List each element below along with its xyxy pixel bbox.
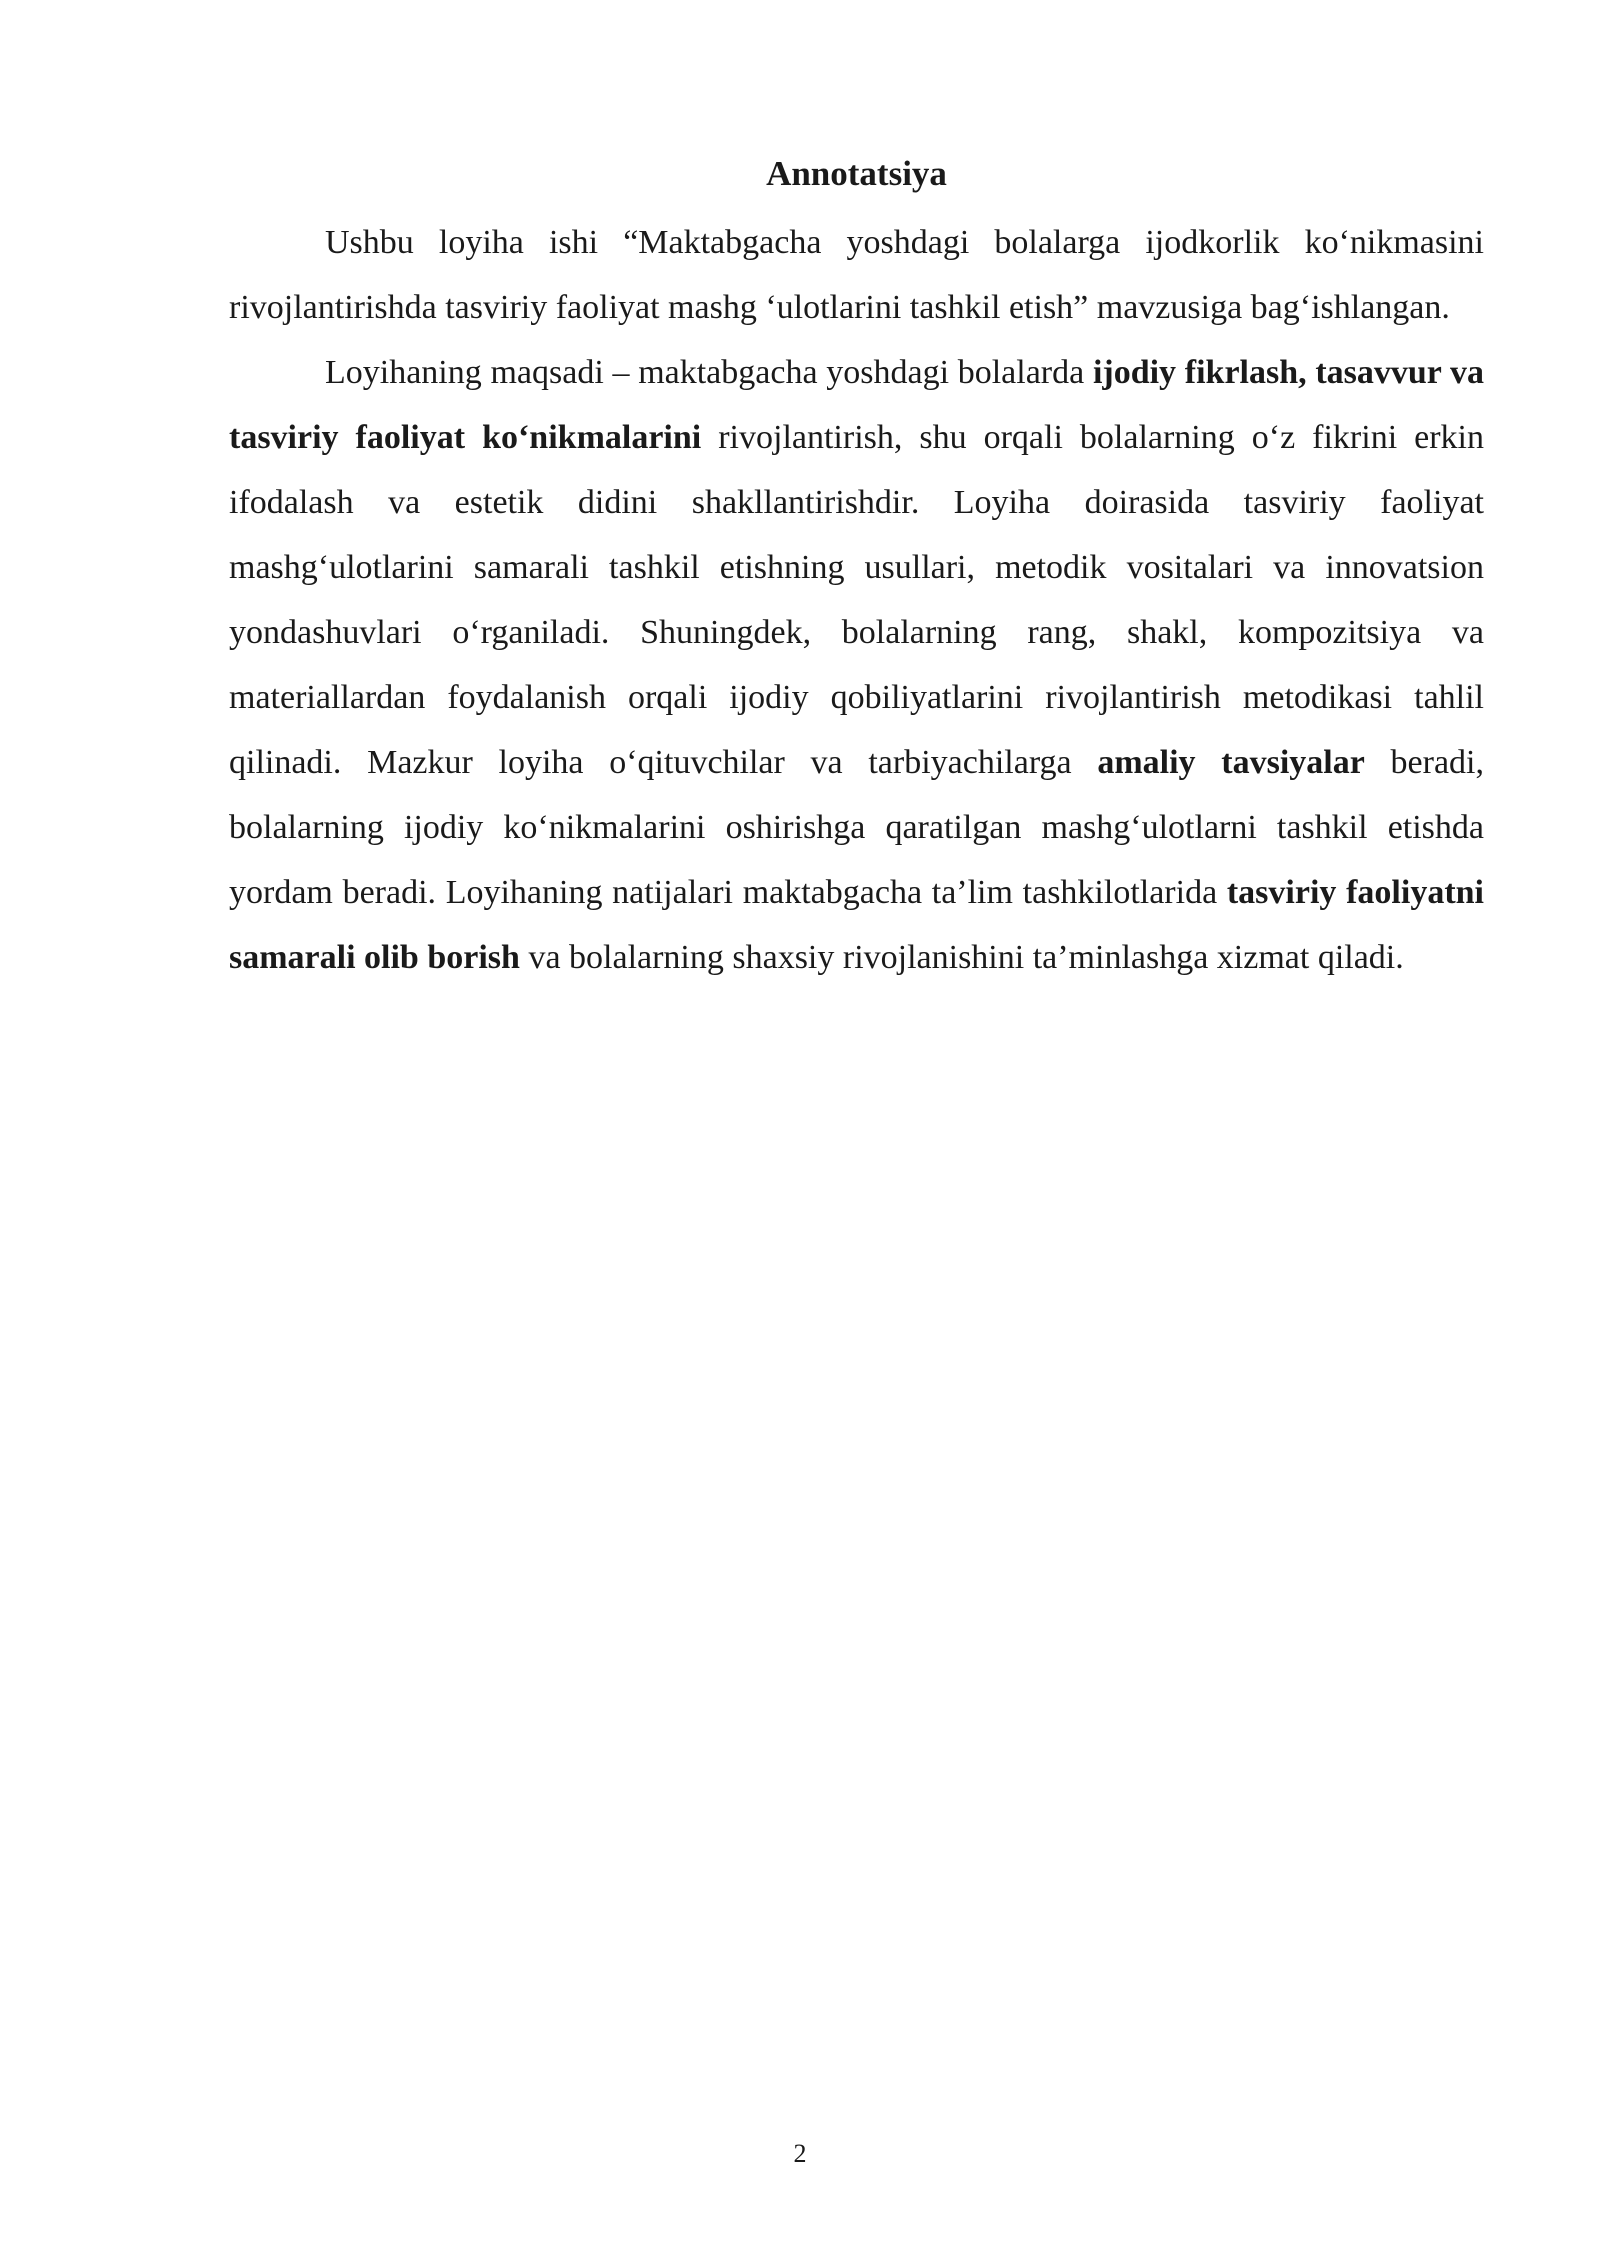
bold-phrase: tasviriy faoliyatni samarali olib borish <box>229 874 1484 976</box>
bold-phrase: amaliy tavsiyalar <box>1097 744 1365 781</box>
text-segment: Loyihaning maqsadi – maktabgacha yoshdagi bolalarda <box>325 354 1093 391</box>
paragraph-purpose <box>229 340 1484 990</box>
document-title: Annotatsiya <box>766 154 947 193</box>
text-segment: beradi, bolalarning ijodiy koʻnikmalarini oshirishga qaratilgan mashgʻulotlarni tashkil etishda yordam beradi. Loyihaning natijalari maktabgacha ta’lim tashkilotlarida <box>229 744 1484 911</box>
page-number: 2 <box>793 2139 807 2168</box>
text-segment: rivojlantirish, shu orqali bolalarning oʻz fikrini erkin ifodalash va estetik didini shakllantirishdir. Loyiha doirasida tasviriy faoliyat mashgʻulotlarini samarali tashkil etishning usullari, metodik vositalari va innovatsion yondashuvlari oʻrganiladi. Shuningdek, bolalarning rang, shakl, kompozitsiya va materiallardan foydalanish orqali ijodiy qobiliyatlarini rivojlantirish metodikasi tahlil qilinadi. Mazkur loyiha oʻqituvchilar va tarbiyachilarga <box>229 419 1485 781</box>
bold-phrase: ijodiy fikrlash, tasavvur va tasviriy faoliyat koʻnikmalarini <box>229 354 1484 456</box>
text-segment: va bolalarning shaxsiy rivojlanishini ta’minlashga xizmat qiladi. <box>519 939 1404 976</box>
text-segment: Ushbu loyiha ishi “Maktabgacha yoshdagi bolalarga ijodkorlik koʻnikmasini rivojlantirishda tasviriy faoliyat mashg ʻulotlarini tashkil etish” mavzusiga bagʻishlangan. <box>229 224 1484 326</box>
page-content <box>229 148 1484 990</box>
paragraph-intro <box>229 210 1484 340</box>
